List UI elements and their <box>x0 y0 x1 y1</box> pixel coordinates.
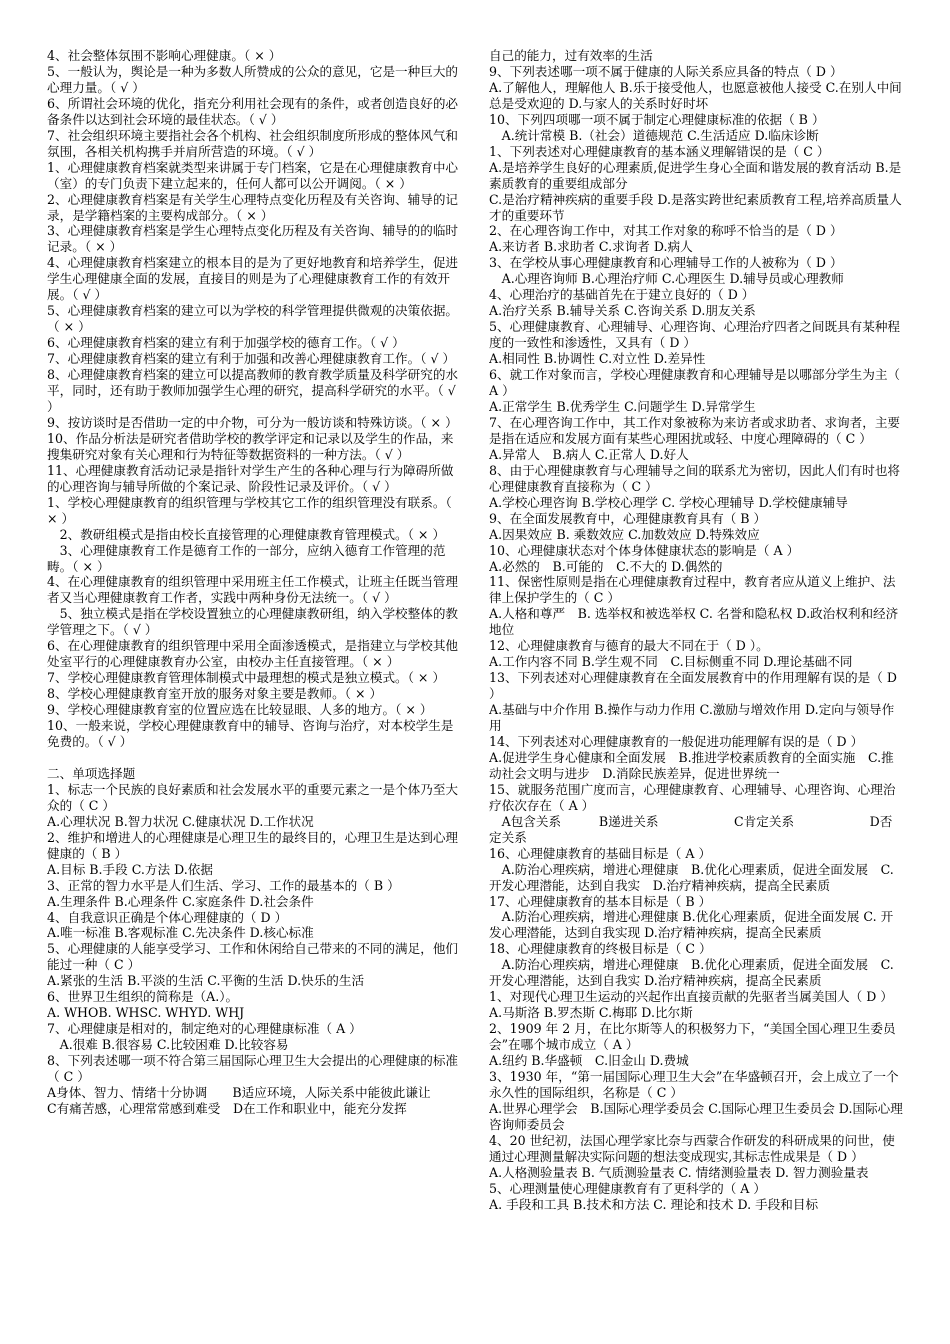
text-line: 15、就服务范围广度而言，心理健康教育、心理辅导、心理咨询、心理治疗依次存在（ A ） <box>489 781 896 813</box>
text-line: A.人格和尊严 B. 选举权和被选举权 C. 名誉和隐私权 D.政治权利和经济地位 <box>489 606 899 638</box>
text-line: 9、下列表述哪一项不属于健康的人际关系应具备的特点（ D ） <box>489 63 843 79</box>
text-line: 6、就工作对象而言，学校心理健康教育和心理辅导是以哪部分学生为主（ A ） <box>489 367 901 399</box>
text-line: 8、心理健康教育档案的建立可以提高教师的教育教学质量及科学研究的水平，同时，还有助于教师加强学生心理的研究，提高科学研究的水平。（ √ ） <box>47 367 459 414</box>
text-line: A.异常人 B.病人 C.正常人 D.好人 <box>489 446 689 462</box>
text-line: A.基础与中介作用 B.操作与动力作用 C.激励与增效作用 D.定向与领导作用 <box>489 702 895 734</box>
text-line: A.紧张的生活 B.平淡的生活 C.平衡的生活 D.快乐的生活 <box>47 973 365 989</box>
text-line: 5、心理健康教育档案的建立可以为学校的科学管理提供微观的决策依据。（ × ） <box>47 303 459 335</box>
text-line: A.心理咨询师 B.心理治疗师 C.心理医生 D.辅导员或心理教师 <box>489 271 844 287</box>
text-line: A.唯一标准 B.客观标准 C.先决条件 D.核心标准 <box>47 925 314 941</box>
text-line: 4、在心理健康教育的组织管理中采用班主任工作模式，让班主任既当管理者又当心理健康教育工作者，实践中两种身份无法统一。（ √ ） <box>47 574 459 606</box>
text-line: 1、心理健康教育档案就类型来讲属于专门档案，它是在心理健康教育中心（室）的专门负责下建立起来的，任何人都可以公开调阅。（ × ） <box>47 159 459 191</box>
text-line: A. 手段和工具 B.技术和方法 C. 理论和技术 D. 手段和目标 <box>489 1196 819 1212</box>
text-line: 7、心理健康教育档案的建立有利于加强和改善心理健康教育工作。（ √ ） <box>47 351 456 367</box>
text-line: 16、心理健康教育的基础目标是（ A ） <box>489 845 712 861</box>
text-line: 2、1909 年 2 月，在比尔斯等人的积极努力下，“美国全国心理卫生委员会”在哪个城市成立（ A ） <box>489 1021 896 1053</box>
text-line: 3、心理健康教育工作是德育工作的一部分，应纳入德育工作管理的范畴。（ × ） <box>47 542 446 574</box>
text-line: 8、由于心理健康教育与心理辅导之间的联系尤为密切，因此人们有时也将心理健康教育直接称为（ C ） <box>489 462 901 494</box>
text-line: 8、学校心理健康教育室开放的服务对象主要是教师。（ × ） <box>47 686 383 702</box>
text-line: 17、心理健康教育的基本目标是（ B ） <box>489 893 712 909</box>
text-line: 4、20 世纪初，法国心理学家比奈与西蒙合作研发的科研成果的问世，使通过心理测量解决实际问题的想法变成现实,其标志性成果是（ D ） <box>489 1132 895 1164</box>
text-line: A.促进学生身心健康和全面发展 B.推进学校素质教育的全面实施 C.推动社会文明与进步 D.消除民族差异，促进世界统一 <box>489 749 894 781</box>
text-line: 3、1930 年，“第一届国际心理卫生大会”在华盛顿召开，会上成立了一个永久性的国际组织，名称是（ C ） <box>489 1069 899 1100</box>
text-line: 4、心理治疗的基础首先在于建立良好的（ D ） <box>489 287 755 303</box>
text-line: A包含关系 B递进关系 C肯定关系 D否定关系 <box>489 813 893 845</box>
text-line: 3、正常的智力水平是人们生活、学习、工作的最基本的（ B ） <box>47 877 400 893</box>
text-line: 12、心理健康教育与德育的最大不同在于（ D ）。 <box>489 638 769 654</box>
text-line: 6、心理健康教育档案的建立有利于加强学校的德育工作。（ √ ） <box>47 335 405 351</box>
text-line: A.是培养学生良好的心理素质,促进学生身心全面和谐发展的教育活动 B.是素质教育的重要组成部分 <box>489 159 902 191</box>
text-line: A.统计常模 B.（社会）道德规范 C.生活适应 D.临床诊断 <box>489 127 819 143</box>
text-line: 7、学校心理健康教育管理体制模式中最理想的模式是独立模式。（ × ） <box>47 670 446 686</box>
text-line: A身体、智力、情绪十分协调 B适应环境，人际关系中能彼此谦让 <box>47 1085 431 1100</box>
text-line: 11、保密性原则是指在心理健康教育过程中，教育者应从道义上维护、法律上保护学生的（ C ） <box>489 574 896 606</box>
text-line: 5、一般认为，舆论是一种为多数人所赞成的公众的意见，它是一种巨大的心理力量。（ √ ） <box>47 63 459 95</box>
text-line: A.纽约 B.华盛顿 C.旧金山 D.费城 <box>489 1053 689 1069</box>
text-line: C有痛苦感，心理常常感到难受 D在工作和职业中，能充分发挥 <box>47 1100 407 1116</box>
blank-line <box>47 750 461 766</box>
text-line: 18、心理健康教育的终极目标是（ C ） <box>489 941 712 957</box>
text-line: C.是治疗精神疾病的重要手段 D.是落实跨世纪素质教育工程,培养高质量人才的重要环节 <box>489 191 902 223</box>
text-line: A.相同性 B.协调性 C.对立性 D.差异性 <box>489 351 706 367</box>
text-line: 3、心理健康教育档案是学生心理特点变化历程及有关咨询、辅导的的临时记录。（ × ） <box>47 223 459 255</box>
text-line: A. WHOB. WHSC. WHYD. WHJ <box>47 1005 245 1021</box>
text-line: 10、一般来说，学校心理健康教育中的辅导、咨询与治疗，对本校学生是免费的。（ √ ） <box>47 718 454 749</box>
right-column <box>489 48 903 1344</box>
text-line: A.很难 B.很容易 C.比较困难 D.比较容易 <box>47 1037 289 1053</box>
text-line: 2、在心理咨询工作中，对其工作对象的称呼不恰当的是（ D ） <box>489 223 843 239</box>
text-line: A.治疗关系 B.辅导关系 C.咨询关系 D.朋友关系 <box>489 303 756 319</box>
text-line: A.必然的 B.可能的 C.不大的 D.偶然的 <box>489 558 723 574</box>
text-line: 9、在全面发展教育中，心理健康教育具有（ B ） <box>489 510 767 526</box>
text-line: 13、下列表述对心理健康教育在全面发展教育中的作用理解有误的是（ D ） <box>489 670 897 702</box>
text-line: 2、心理健康教育档案是有关学生心理特点变化历程及有关咨询、辅导的记录，是学籍档案的主要构成部分。（ × ） <box>47 191 459 223</box>
text-line: A.防治心理疾病，增进心理健康 B.优化心理素质，促进全面发展 C. 开发心理潜能，达到自我实现 D.治疗精神疾病，提高全民素质 <box>489 909 894 941</box>
text-line: 4、社会整体氛围不影响心理健康。（ × ） <box>47 48 282 63</box>
text-line: A.学校心理咨询 B.学校心理学 C. 学校心理辅导 D.学校健康辅导 <box>489 494 848 510</box>
text-line: A.心理状况 B.智力状况 C.健康状况 D.工作状况 <box>47 813 314 829</box>
text-line: 7、在心理咨询工作中，其工作对象被称为来访者或求助者、求询者，主要是指在适应和发展方面有某些心理困扰或轻、中度心理障碍的（ C ） <box>489 414 901 446</box>
text-line: 5、心理测量使心理健康教育有了更科学的（ A ） <box>489 1180 766 1196</box>
text-line: 14、下列表述对心理健康教育的一般促进功能理解有误的是（ D ） <box>489 733 864 749</box>
text-line: A.防治心理疾病，增进心理健康 B.优化心理素质，促进全面发展 C.开发心理潜能，达到自我实 D.治疗精神疾病，提高全民素质 <box>489 957 894 989</box>
text-line: 自己的能力，过有效率的生活 <box>489 48 653 63</box>
text-line: A.世界心理学会 B.国际心理学委员会 C.国际心理卫生委员会 D.国际心理咨询师委员会 <box>489 1100 903 1132</box>
text-line: 6、所谓社会环境的优化，指充分利用社会现有的条件，或者创造良好的必备条件以达到社会环境的最佳状态。（ √ ） <box>47 95 459 127</box>
text-line: 3、在学校从事心理健康教育和心理辅导工作的人被称为（ D ） <box>489 255 843 271</box>
text-line: 9、按访谈时是否借助一定的中介物，可分为一般访谈和特殊访谈。（ × ） <box>47 414 458 430</box>
text-line: 10、下列四项哪一项不属于制定心理健康标准的依据（ B ） <box>489 111 825 127</box>
text-line: 5、心理健康教育、心理辅导、心理咨询、心理治疗四者之间既具有某种程度的一致性和渗透性，又具有（ D ） <box>489 319 901 351</box>
text-line: 1、学校心理健康教育的组织管理与学校其它工作的组织管理没有联系。（ × ） <box>47 494 452 526</box>
text-line: 6、世界卫生组织的简称是（A.）。 <box>47 989 239 1005</box>
text-line: A.正常学生 B.优秀学生 C.问题学生 D.异常学生 <box>489 398 756 414</box>
text-line: A.马斯洛 B.罗杰斯 C.梅耶 D.比尔斯 <box>489 1005 693 1021</box>
text-line: 5、心理健康的人能享受学习、工作和休闲给自己带来的不同的满足，他们能过一种（ C ） <box>47 941 459 973</box>
text-line: 6、在心理健康教育的组织管理中采用全面渗透模式，是指建立与学校其他处室平行的心理健康教育办公室，由校办主任直接管理。（ × ） <box>47 638 459 670</box>
text-line: 5、独立模式是指在学校设置独立的心理健康教研组，纳入学校整体的教学管理之下。（ √ ） <box>47 606 459 638</box>
text-line: 7、心理健康是相对的，制定绝对的心理健康标准（ A ） <box>47 1021 362 1037</box>
text-line: 1、对现代心理卫生运动的兴起作出直接贡献的先驱者当属美国人（ D ） <box>489 989 893 1005</box>
text-line: A.来访者 B.求助者 C.求询者 D.病人 <box>489 239 693 255</box>
text-line: 1、下列表述对心理健康教育的基本涵义理解错误的是（ C ） <box>489 143 830 159</box>
text-line: 10、心理健康状态对个体身体健康状态的影响是（ A ） <box>489 542 800 558</box>
text-line: 二、单项选择题 <box>47 765 136 781</box>
text-line: 8、下列表述哪一项不符合第三届国际心理卫生大会提出的心理健康的标准（ C ） <box>47 1053 459 1085</box>
text-line: 2、维护和增进人的心理健康是心理卫生的最终目的，心理卫生是达到心理健康的（ B ） <box>47 829 459 861</box>
text-line: A.防治心理疾病，增进心理健康 B.优化心理素质，促进全面发展 C.开发心理潜能，达到自我实 D.治疗精神疾病，提高全民素质 <box>489 861 894 893</box>
text-line: 2、教研组模式是指由校长直接管理的心理健康教育管理模式。（ × ） <box>47 526 446 542</box>
text-line: 11、心理健康教育活动记录是指针对学生产生的各种心理与行为障碍所做的心理咨询与辅导所做的个案记录、阶段性记录及评价。（ √ ） <box>47 462 454 494</box>
text-line: A.了解他人，理解他人 B.乐于接受他人，也愿意被他人接受 C.在别人中间总是受欢迎的 D.与家人的关系时好时坏 <box>489 79 902 111</box>
text-line: 1、标志一个民族的良好素质和社会发展水平的重要元素之一是个体乃至大众的（ C ） <box>47 781 459 813</box>
text-line: 4、自我意识正确是个体心理健康的（ D ） <box>47 909 288 925</box>
text-line: 9、学校心理健康教育室的位置应选在比较显眼、人多的地方。（ × ） <box>47 702 433 718</box>
text-line: A.人格测验量表 B. 气质测验量表 C. 情绪测验量表 D. 智力测验量表 <box>489 1164 869 1180</box>
text-line: 4、心理健康教育档案建立的根本目的是为了更好地教育和培养学生，促进学生心理健康全面的发展，直接目的则是为了心理健康教育工作的有效开展。（ √ ） <box>47 255 459 303</box>
text-line: 7、社会组织环境主要指社会各个机构、社会组织制度所形成的整体风气和氛围，各相关机构携手并肩所营造的环境。（ √ ） <box>47 127 459 159</box>
left-column <box>47 48 461 1344</box>
text-line: A.工作内容不同 B.学生观不同 C.目标侧重不同 D.理论基础不同 <box>489 654 853 670</box>
text-line: A.生理条件 B.心理条件 C.家庭条件 D.社会条件 <box>47 893 314 909</box>
text-line: A.因果效应 B. 乘数效应 C.加数效应 D.特殊效应 <box>489 526 760 542</box>
text-line: A.目标 B.手段 C.方法 D.依据 <box>47 861 213 877</box>
text-line: 10、作品分析法是研究者借助学校的教学评定和记录以及学生的作品，来搜集研究对象有关心理和行为特征等数据资料的一种方法。（ √ ） <box>47 430 454 462</box>
